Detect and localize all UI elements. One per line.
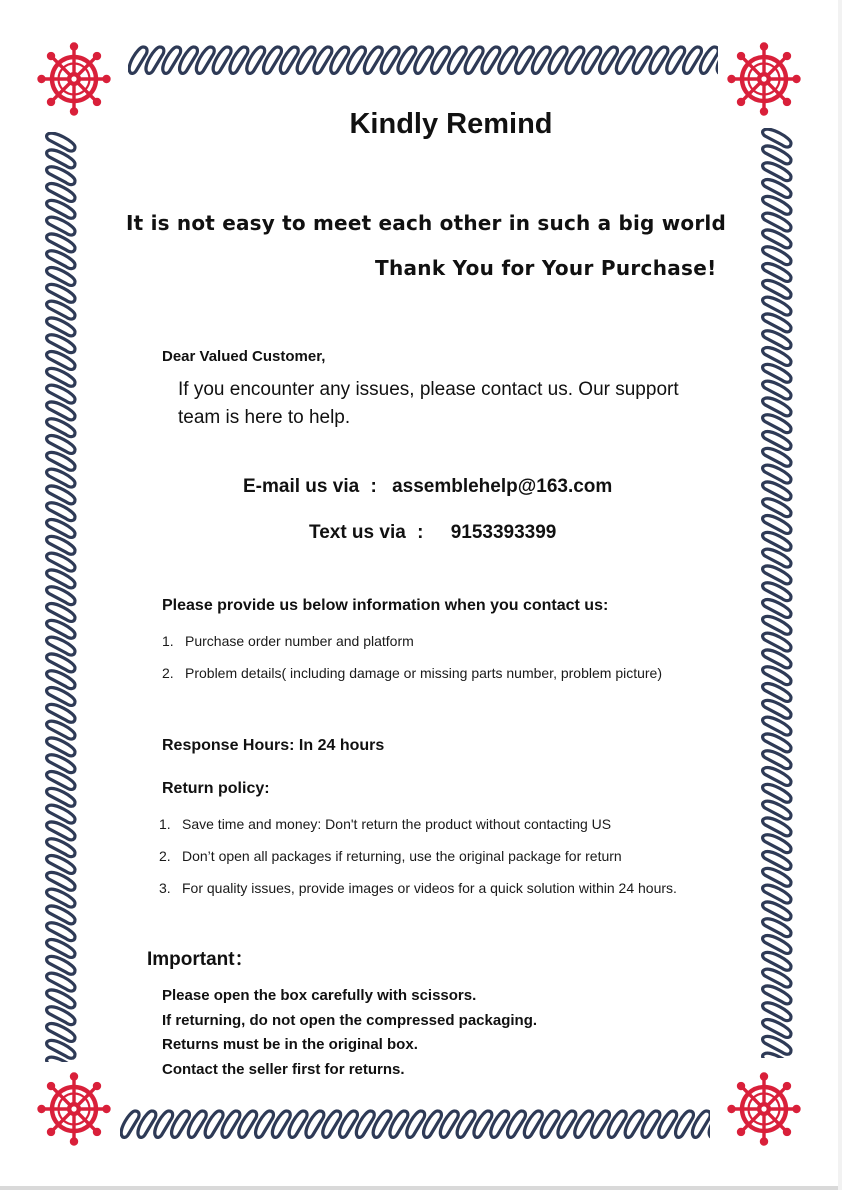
page-title: Kindly Remind (349, 108, 553, 140)
ship-wheel-icon (727, 1072, 801, 1146)
list-number: 2. (162, 665, 174, 681)
page-edge (0, 1186, 842, 1190)
important-line: Please open the box carefully with scissors. (162, 987, 477, 1004)
tagline-line-1: It is not easy to meet each other in such a big world (126, 211, 726, 235)
email-label: E-mail us via (243, 476, 360, 497)
intro-paragraph: If you encounter any issues, please contact us. Our support team is here to help. (178, 379, 679, 428)
greeting: Dear Valued Customer, (162, 348, 326, 365)
list-item-text: For quality issues, provide images or videos for a quick solution within 24 hours. (182, 880, 677, 896)
text-label: Text us via (309, 522, 406, 543)
rope-border-top (128, 44, 718, 76)
list-item-text: Problem details( including damage or missing parts number, problem picture) (185, 665, 662, 681)
provide-info-list (162, 628, 705, 692)
text-separator: : (417, 522, 424, 543)
response-hours: Response Hours: In 24 hours (162, 737, 385, 754)
return-policy-heading: Return policy: (162, 780, 270, 797)
list-number: 2. (159, 848, 171, 864)
list-item-text: Save time and money: Don't return the product without contacting US (182, 816, 612, 832)
important-line: Contact the seller first for returns. (162, 1060, 405, 1078)
ship-wheel-icon (37, 1072, 111, 1146)
ship-wheel-icon (727, 42, 801, 116)
important-line: If returning, do not open the compressed packaging. (162, 1011, 538, 1029)
list-number: 1. (159, 816, 171, 832)
return-policy-list (159, 811, 712, 907)
important-line: Returns must be in the original box. (162, 1036, 418, 1053)
text-contact-row (309, 522, 556, 544)
email-contact-row (243, 476, 612, 498)
list-item (159, 843, 712, 869)
phone-number[interactable]: 9153393399 (450, 522, 557, 543)
list-item-text: Purchase order number and platform (185, 633, 414, 649)
provide-info-heading: Please provide us below information when you contact us: (162, 597, 609, 614)
important-lines (162, 984, 537, 1082)
list-item (162, 628, 705, 654)
list-item (159, 875, 712, 901)
page-edge-right (838, 0, 842, 1190)
email-separator: : (370, 476, 377, 497)
rope-border-right (760, 128, 794, 1058)
ship-wheel-icon (37, 42, 111, 116)
rope-border-bottom (120, 1108, 710, 1140)
list-item-text: Don’t open all packages if returning, use the original package for return (182, 848, 622, 864)
email-address[interactable]: assemblehelp@163.com (392, 476, 613, 497)
important-heading: Important： (147, 949, 254, 970)
rope-border-left (44, 132, 78, 1062)
list-item (162, 660, 705, 686)
list-number: 3. (159, 880, 171, 896)
list-item (159, 811, 712, 837)
tagline-line-2: Thank You for Your Purchase! (375, 256, 717, 280)
list-number: 1. (162, 633, 174, 649)
